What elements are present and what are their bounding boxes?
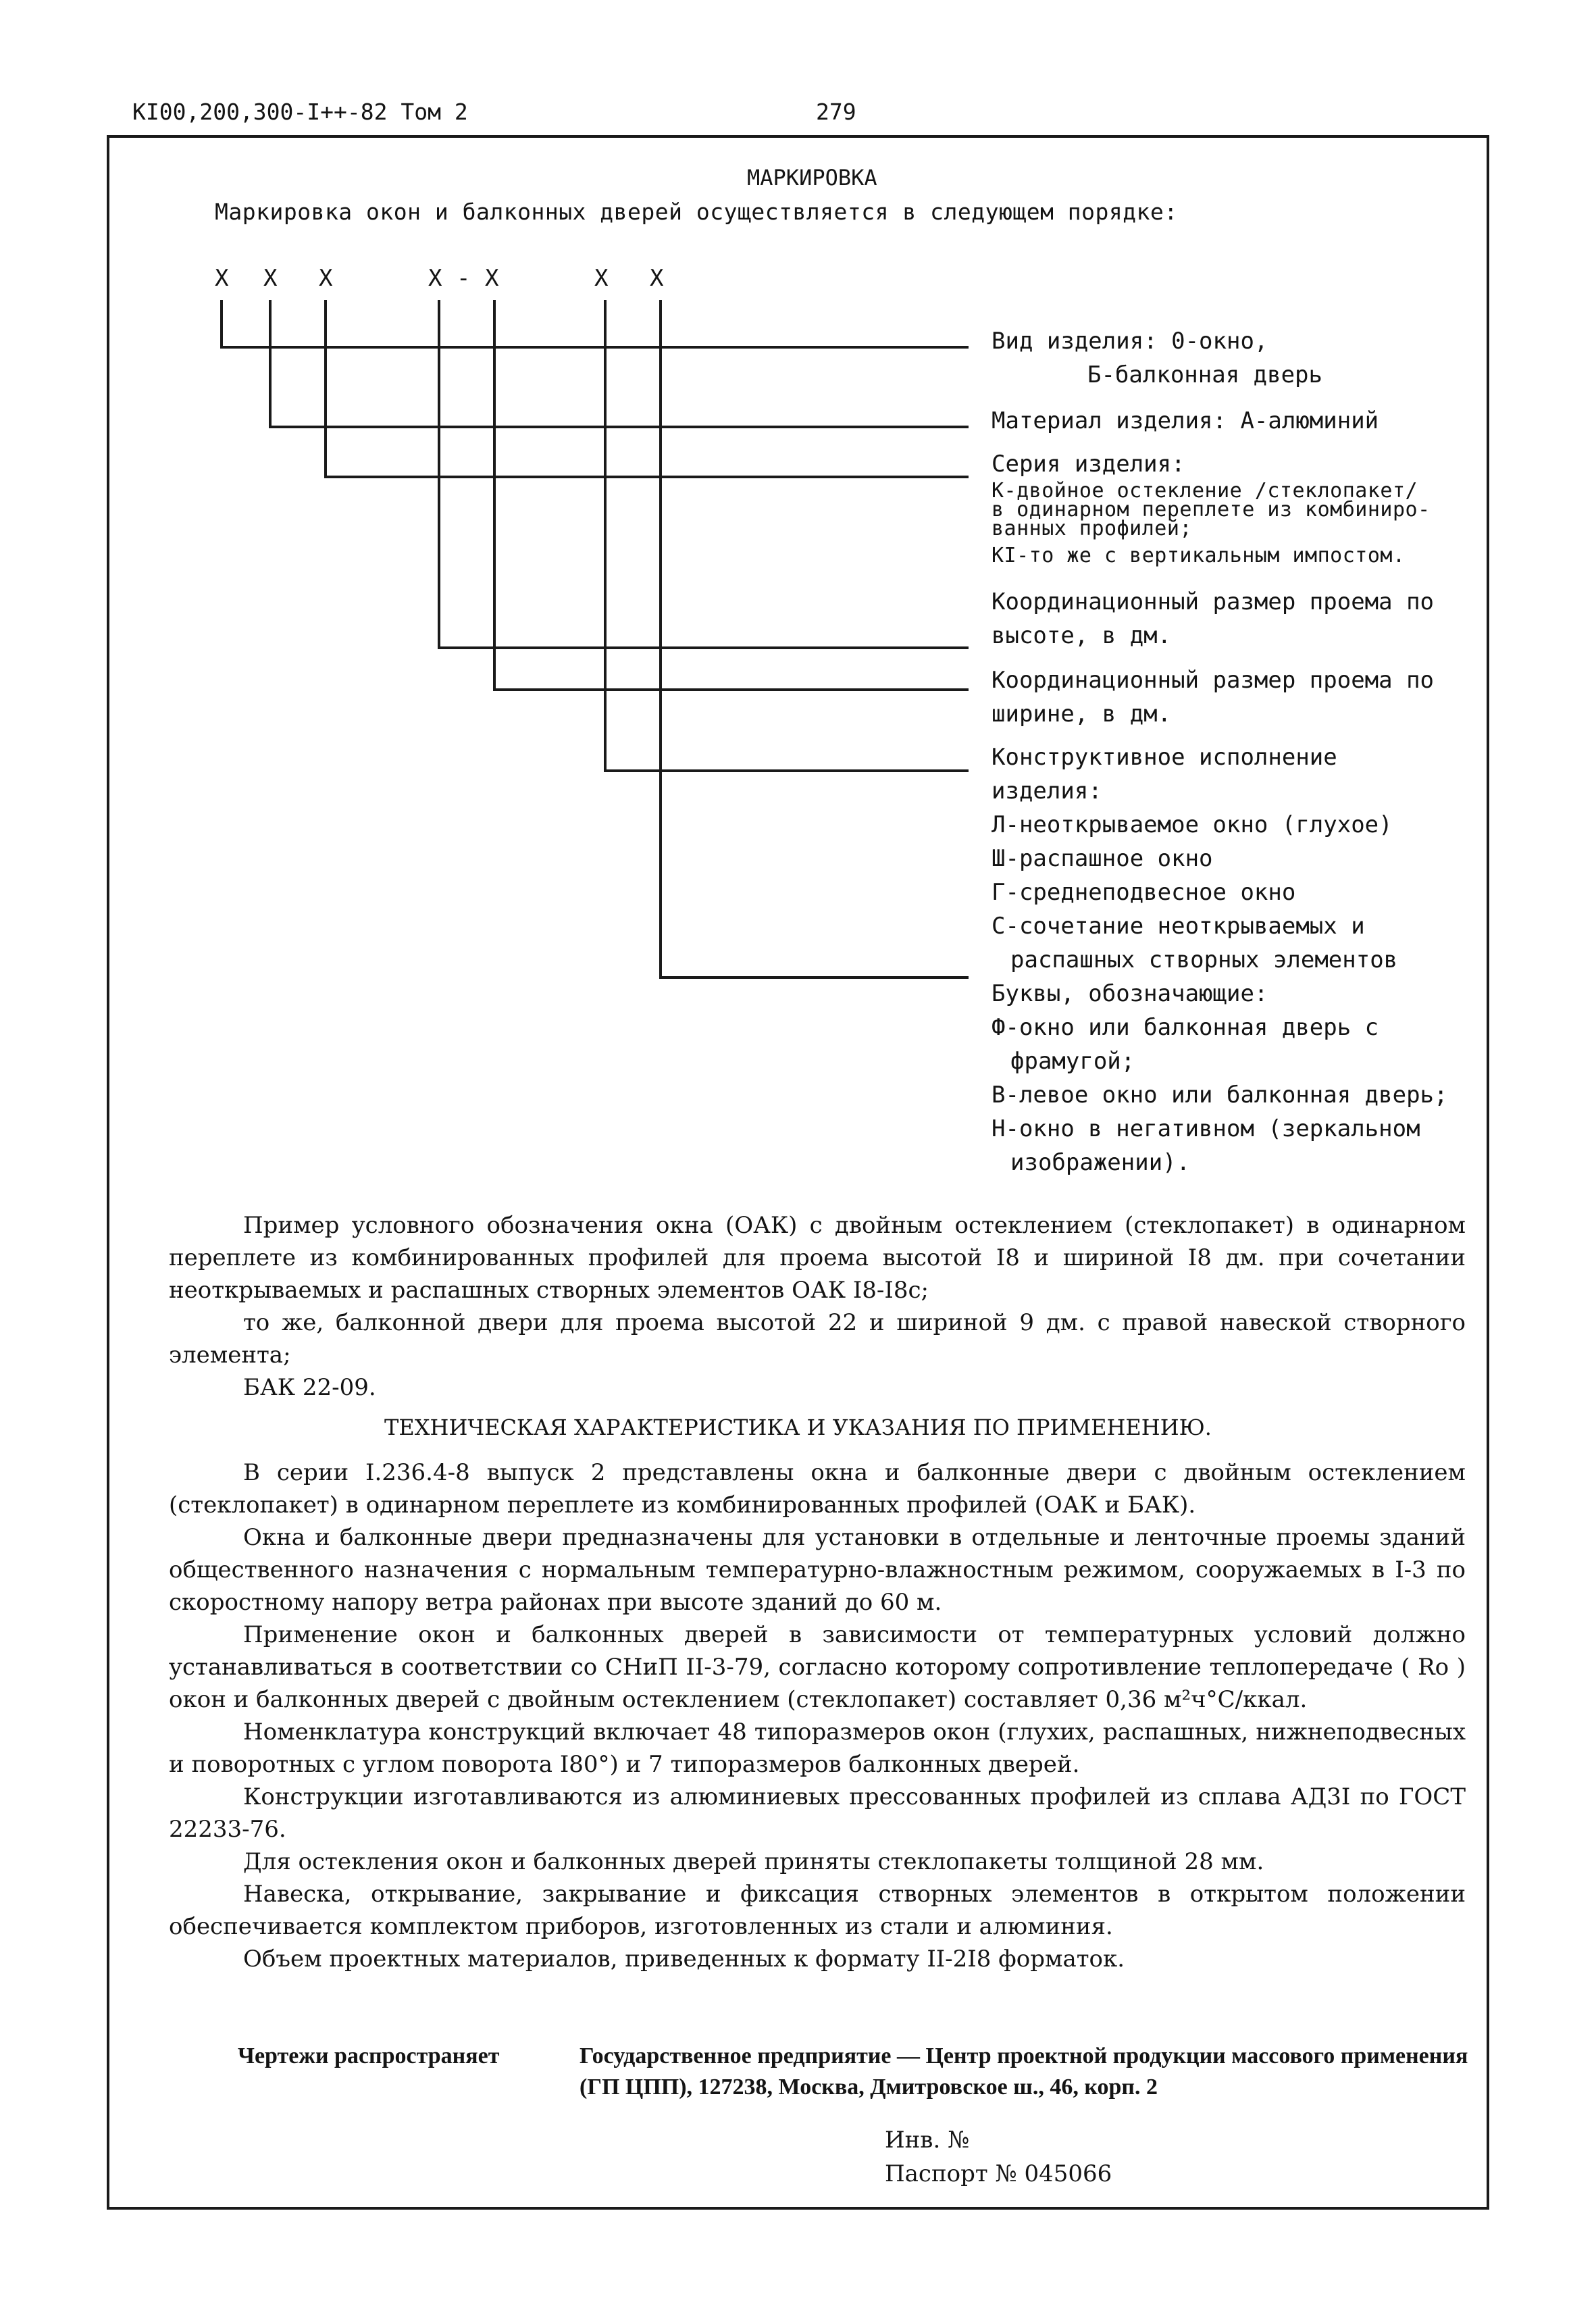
example-paragraph-2: то же, балконной двери для проема высотой 22 и шириной 9 дм. с правой навеской створного элемента; (169, 1309, 1466, 1369)
connector-vertical-5 (493, 300, 496, 691)
label-design-5: Г-среднеподвесное окно (992, 879, 1296, 906)
label-letters-6: изображении). (1010, 1149, 1191, 1176)
code-char-5: Х (485, 265, 499, 292)
connector-vertical-2 (269, 300, 272, 428)
marking-title: МАРКИРОВКА (747, 165, 877, 190)
label-type-1: Вид изделия: 0-окно, (992, 328, 1268, 355)
code-char-4: Х (428, 265, 442, 292)
connector-vertical-3 (324, 300, 327, 478)
code-char-3: Х (319, 265, 333, 292)
label-type-2: Б-балконная дверь (1087, 361, 1322, 388)
page-number: 279 (816, 99, 856, 125)
label-design-1: Конструктивное исполнение (992, 744, 1337, 771)
example-paragraph-1: Пример условного обозначения окна (ОАК) с двойным остеклением (стеклопакет) в одинарном переплете из комбинированных профилей для проема высотой I8 и шириной I8 дм. при сочетании неоткрываемых и распашных створных элементов ОАК I8-I8с; (169, 1212, 1466, 1304)
connector-horizontal-5 (493, 688, 969, 691)
label-design-2: изделия: (992, 778, 1102, 805)
tech-paragraph-2: Окна и балконные двери предназначены для установки в отдельные и ленточные проемы зданий общественного назначения с нормальным температурно-влажностным режимом, сооружаемых в I-3 по скоростному напору ветра районах при высоте зданий до 60 м. (169, 1524, 1466, 1616)
label-letters-1: Буквы, обозначающие: (992, 980, 1268, 1007)
label-material: Материал изделия: А-алюминий (992, 407, 1379, 434)
tech-paragraph-7: Навеска, открывание, закрывание и фиксация створных элементов в открытом положении обеспечивается комплектом приборов, изготовленных из стали и алюминия. (169, 1881, 1466, 1940)
connector-horizontal-2 (269, 426, 969, 428)
code-char-1: Х (215, 265, 229, 292)
inventory-number: Инв. № (885, 2127, 970, 2154)
label-series-5: КI-то же с вертикальным импостом. (992, 544, 1406, 567)
example-section (169, 1209, 1466, 1404)
connector-horizontal-1 (220, 346, 969, 349)
label-design-6: С-сочетание неоткрываемых и (992, 913, 1365, 940)
connector-horizontal-7 (659, 976, 969, 979)
connector-vertical-1 (220, 300, 223, 349)
label-series-3: в одинарном переплете из комбиниро- (992, 498, 1431, 522)
connector-vertical-4 (438, 300, 440, 649)
code-char-2: Х (263, 265, 278, 292)
label-series-4: ванных профилей; (992, 517, 1192, 540)
distribution-label: Чертежи распространяет (238, 2043, 500, 2068)
document-code: КI00,200,300-I++-82 Том 2 (132, 99, 468, 125)
code-dash: - (457, 265, 471, 292)
tech-paragraph-6: Для остекления окон и балконных дверей приняты стеклопакеты толщиной 28 мм. (243, 1848, 1264, 1875)
code-char-6: Х (594, 265, 609, 292)
passport-number: Паспорт № 045066 (885, 2160, 1112, 2187)
tech-paragraph-8: Объем проектных материалов, приведенных к формату II-2I8 форматок. (243, 1946, 1125, 1973)
label-letters-4: В-левое окно или балконная дверь; (992, 1082, 1448, 1109)
label-design-7: распашных створных элементов (1010, 946, 1398, 973)
connector-horizontal-4 (438, 646, 969, 649)
label-letters-3: фрамугой; (1010, 1048, 1135, 1075)
label-height-2: высоте, в дм. (992, 622, 1172, 649)
label-width-2: ширине, в дм. (992, 701, 1172, 728)
tech-paragraph-5: Конструкции изготавливаются из алюминиевых прессованных профилей из сплава АД3I по ГОСТ 22233-76. (169, 1783, 1466, 1843)
tech-paragraph-1: В серии I.236.4-8 выпуск 2 представлены окна и балконные двери с двойным остеклением (стеклопакет) в одинарном переплете из комбинированных профилей (ОАК и БАК). (169, 1459, 1466, 1519)
label-height-1: Координационный размер проема по (992, 588, 1435, 615)
example-paragraph-3: БАК 22-09. (243, 1374, 376, 1401)
label-design-4: Ш-распашное окно (992, 845, 1213, 872)
tech-paragraph-3: Применение окон и балконных дверей в зависимости от температурных условий должно устанавливаться в соответствии со СНиП II-3-79, согласно которому сопротивление теплопередаче ( Rо ) окон и балконных дверей с двойным остеклением (стеклопакет) составляет 0,36 м²ч°С/ккал. (169, 1621, 1466, 1713)
label-series-1: Серия изделия: (992, 451, 1185, 478)
label-design-3: Л-неоткрываемое окно (глухое) (992, 811, 1393, 838)
connector-horizontal-6 (604, 769, 969, 772)
connector-vertical-6 (604, 300, 607, 772)
marking-intro: Маркировка окон и балконных дверей осуществляется в следующем порядке: (215, 199, 1178, 225)
code-char-7: Х (650, 265, 664, 292)
connector-horizontal-3 (324, 476, 969, 478)
tech-section (169, 1456, 1466, 1975)
label-width-1: Координационный размер проема по (992, 667, 1435, 694)
distribution-org: Государственное предприятие — Центр проектной продукции массового применения (ГП ЦПП), 127238, Москва, Дмитровское ш., 46, корп. 2 (580, 2043, 1468, 2100)
tech-title: ТЕХНИЧЕСКАЯ ХАРАКТЕРИСТИКА И УКАЗАНИЯ ПО ПРИМЕНЕНИЮ. (384, 1415, 1212, 1440)
label-series-2: К-двойное остекление /стеклопакет/ (992, 479, 1418, 503)
label-letters-2: Ф-окно или балконная дверь с (992, 1014, 1379, 1041)
tech-paragraph-4: Номенклатура конструкций включает 48 типоразмеров окон (глухих, распашных, нижнеподвесных и поворотных с углом поворота I80°) и 7 типоразмеров балконных дверей. (169, 1719, 1466, 1778)
label-letters-5: Н-окно в негативном (зеркальном (992, 1115, 1420, 1142)
connector-vertical-7 (659, 300, 662, 979)
